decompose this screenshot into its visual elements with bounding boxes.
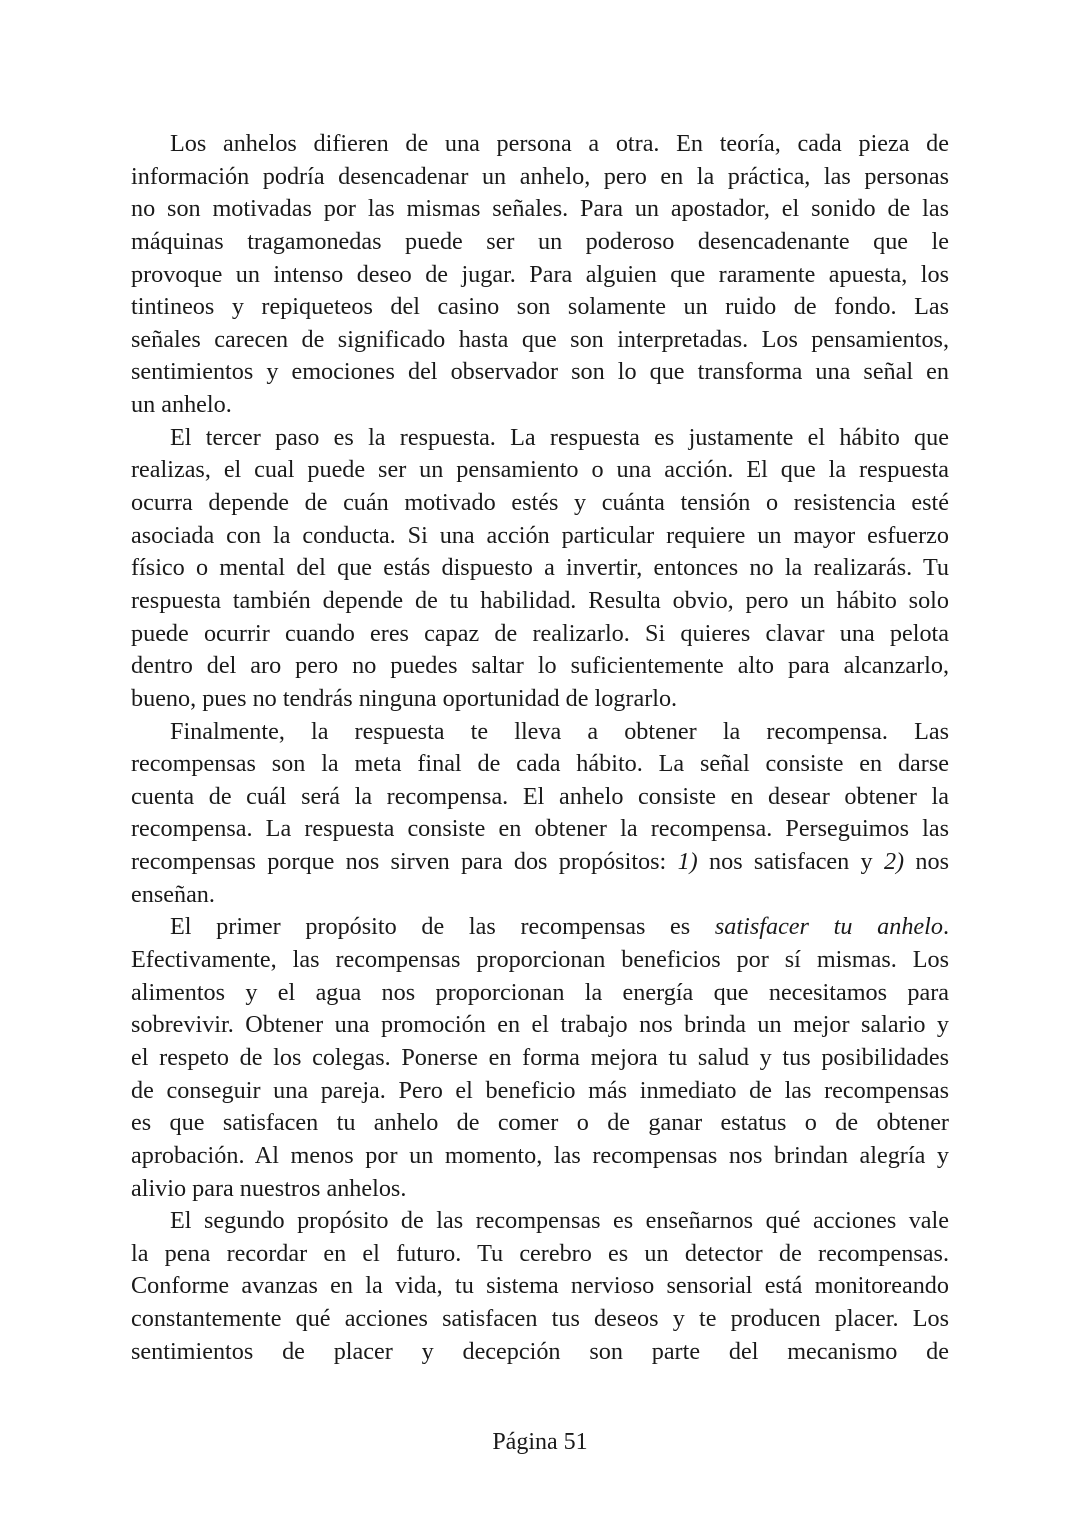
text-run: recompensas porque nos sirven para dos propósitos: [131,848,678,876]
text-line: El tercer paso es la respuesta. La respuesta es justamente el hábito que [170,423,949,451]
page-number: Página 51 [492,1429,588,1455]
emphasis-text: satisfacer tu anhelo [714,913,943,941]
text-line: enseñan. [131,880,215,908]
text-line: recompensas son la meta final de cada hábito. La señal consiste en darse [131,750,949,778]
text-line: sentimientos de placer y decepción son parte del mecanismo de [131,1337,949,1365]
paragraph-5 [131,1205,949,1368]
text-line: no son motivadas por las mismas señales. Para un apostador, el sonido de las [131,195,949,223]
text-line: aprobación. Al menos por un momento, las recompensas nos brindan alegría y [131,1141,949,1169]
text-line: Conforme avanzas en la vida, tu sistema nervioso sensorial está monitoreando [131,1272,949,1300]
text-line: el respeto de los colegas. Ponerse en forma mejora tu salud y tus posibilidades [131,1043,949,1071]
paragraph-1 [131,128,949,422]
text-line: máquinas tragamonedas puede ser un poderoso desencadenante que le [131,227,949,255]
text-line: la pena recordar en el futuro. Tu cerebro es un detector de recompensas. [131,1239,949,1267]
text-line: dentro del aro pero no puedes saltar lo suficientemente alto para alcanzarlo, [131,652,949,680]
text-line: asociada con la conducta. Si una acción particular requiere un mayor esfuerzo [131,521,949,549]
text-line: ocurra depende de cuán motivado estés y cuánta tensión o resistencia esté [131,489,949,517]
text-line: es que satisfacen tu anhelo de comer o de ganar estatus o de obtener [131,1109,949,1137]
paragraph-2 [131,422,949,716]
text-line: cuenta de cuál será la recompensa. El anhelo consiste en desear obtener la [131,782,949,810]
text-line: Los anhelos difieren de una persona a otra. En teoría, cada pieza de [170,130,949,157]
text-line: Finalmente, la respuesta te lleva a obtener la recompensa. Las [170,717,949,745]
text-run: El primer propósito de las recompensas es [170,913,715,941]
text-line: de conseguir una pareja. Pero el beneficio más inmediato de las recompensas [131,1076,949,1104]
text-line: sobrevivir. Obtener una promoción en el trabajo nos brinda un mejor salario y [131,1011,949,1039]
text-line: respuesta también depende de tu habilidad. Resulta obvio, pero un hábito solo [131,586,949,614]
text-line: señales carecen de significado hasta que son interpretadas. Los pensamientos, [131,325,949,353]
text-run: . [942,913,950,941]
text-run: nos [904,848,949,876]
paragraph-3 [131,716,949,912]
text-line: un anhelo. [131,391,232,419]
text-line: tintineos y repiqueteos del casino son solamente un ruido de fondo. Las [131,293,949,321]
text-line: información podría desencadenar un anhelo, pero en la práctica, las personas [131,162,949,190]
text-line: Efectivamente, las recompensas proporcionan beneficios por sí mismas. Los [131,946,949,974]
text-line: recompensa. La respuesta consiste en obtener la recompensa. Perseguimos las [131,815,949,843]
paragraph-4 [131,911,949,1205]
text-line: puede ocurrir cuando eres capaz de realizarlo. Si quieres clavar una pelota [131,619,949,647]
text-line: sentimientos y emociones del observador son lo que transforma una señal en [131,358,949,386]
page-body [131,128,949,1368]
text-line: provoque un intenso deseo de jugar. Para alguien que raramente apuesta, los [131,260,949,288]
list-marker-2: 2) [883,848,905,876]
text-line [131,911,949,944]
text-line: realizas, el cual puede ser un pensamiento o una acción. El que la respuesta [131,456,949,484]
text-line: bueno, pues no tendrás ninguna oportunidad de lograrlo. [131,684,678,712]
text-run: nos satisfacen y [697,848,884,876]
text-line: El segundo propósito de las recompensas es enseñarnos qué acciones vale [170,1207,949,1235]
list-marker-1: 1) [677,848,698,876]
text-line: alivio para nuestros anhelos. [131,1174,407,1202]
text-line: constantemente qué acciones satisfacen tus deseos y te producen placer. Los [131,1305,949,1333]
text-line [131,846,949,879]
text-line: físico o mental del que estás dispuesto a invertir, entonces no la realizarás. Tu [131,554,949,582]
text-line: alimentos y el agua nos proporcionan la energía que necesitamos para [131,978,949,1006]
